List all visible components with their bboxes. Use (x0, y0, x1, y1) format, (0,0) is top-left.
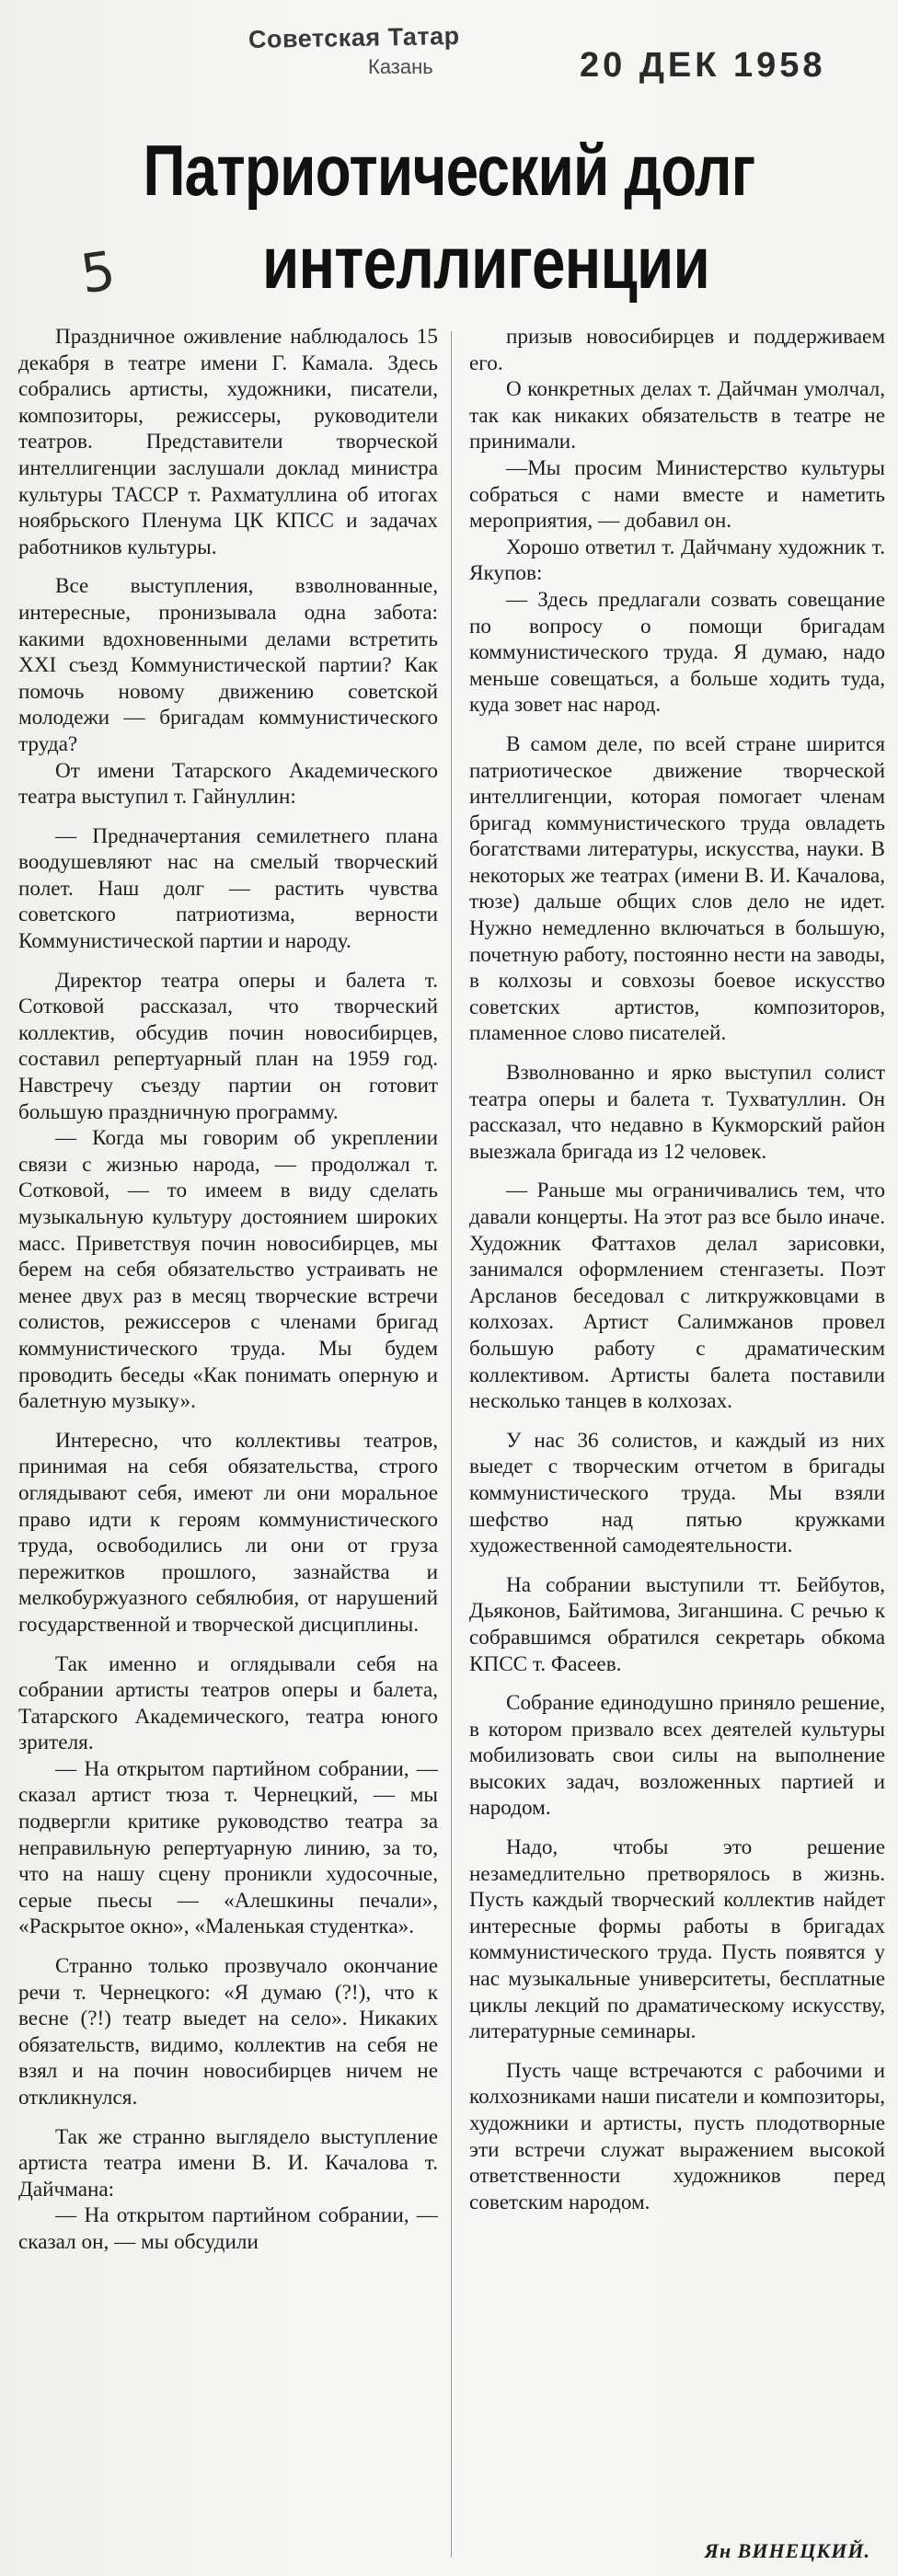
handwritten-mark: 5 (76, 238, 120, 306)
paragraph: Все выступления, взволнованные, интересные, пронизывала одна забота: какими вдохновенными делами встретить XXI съезд Коммунистической партии? Как помочь новому движению советской молодежи — бригадам коммунистического труда? (18, 574, 438, 756)
paragraph: — Когда мы говорим об укреплении связи с жизнью народа, — продолжал т. Сотковой, — то имеем в виду сделать музыкальную культуру достоянием широких масс. Приветствуя почин новосибирцев, мы берем на себя обязательство устраивать не менее двух раз в месяц творческие встречи солистов, режиссеров с членами бригад коммунистического труда. Мы будем проводить беседы «Как понимать оперную и балетную музыку». (18, 1126, 438, 1414)
article-right-column (469, 324, 885, 2215)
headline-line-2: интеллигенции (261, 222, 709, 304)
article-author: Ян ВИНЕЦКИЙ. (704, 2539, 870, 2562)
paragraph: Так именно и оглядывали себя на собрании артисты театров оперы и балета, Татарского Академического, театра юного зрителя. (18, 1651, 438, 1755)
date-stamp: 20 ДЕК 1958 (580, 46, 826, 85)
paragraph: Праздничное оживление наблюдалось 15 декабря в театре имени Г. Камала. Здесь собрались артисты, художники, писатели, композиторы, режиссеры, руководители театров. Представители творческой интеллигенции заслушали доклад министра культуры ТАССР т. Рахматуллина об итогах ноябрьского Пленума ЦК КПСС и задачах работников культуры. (18, 325, 438, 559)
paragraph: У нас 36 солистов, и каждый из них выедет с творческим отчетом в бригады коммунистического труда. Мы взяли шефство над пятью кружками художественной самодеятельности. (469, 1428, 885, 1558)
paragraph: Так же странно выглядело выступление артиста театра имени В. И. Качалова т. Дайчмана: (18, 2124, 438, 2202)
paragraph: Директор театра оперы и балета т. Сотковой рассказал, что творческий коллектив, обсудив почин новосибирцев, составил репертуарный план на 1959 год. Навстречу съезду партии он готовит большую праздничную программу. (18, 968, 438, 1124)
paragraph: Надо, чтобы это решение незамедлительно претворялось в жизнь. Пусть каждый творческий коллектив найдет интересные формы работы в бригадах коммунистического труда. Пусть появятся у нас музыкальные университеты, бесплатные циклы лекций по драматическому искусству, литературные семинары. (469, 1835, 885, 2044)
paragraph: призыв новосибирцев и поддерживаем его. (469, 325, 885, 375)
paragraph: О конкретных делах т. Дайчман умолчал, так как никаких обязательств в театре не принимали. (469, 377, 885, 454)
headline-line-1: Патриотический долг (143, 130, 755, 211)
paragraph: Странно только прозвучало окончание речи т. Чернецкого: «Я думаю (?!), что к весне (?!) театр выедет на село». Никаких обязательств, видимо, коллектив на себя не взял и на почин новосибирцев ничем не откликнулся. (18, 1954, 438, 2110)
column-divider (451, 331, 452, 2558)
paragraph: — На открытом партийном собрании, — сказал артист тюза т. Чернецкий, — мы подвергли критике руководство театра за неправильную репертуарную линию, за то, что на нашу сцену проникли худосочные, серые пьесы — «Алешкины печали», «Раскрытое окно», «Маленькая студентка». (18, 1756, 438, 1939)
paragraph: — Раньше мы ограничивались тем, что давали концерты. На этот раз все было иначе. Художник Фаттахов делал зарисовки, занимался оформлением стенгазеты. Поэт Арсланов беседовал с литкружковцами в колхозах. Артист Салимжанов провел большую работу с драматическим коллективом. Артисты балета поставили несколько танцев в колхозах. (469, 1179, 885, 1414)
paragraph: Пусть чаще встречаются с рабочими и колхозниками наши писатели и композиторы, художники и артисты, пусть плодотворные эти встречи служат выражением высокой ответственности художников перед советским народом. (469, 2058, 885, 2214)
newspaper-name-stamp: Советская Татар (248, 21, 460, 54)
paragraph: Взволнованно и ярко выступил солист театра оперы и балета т. Тухватуллин. Он рассказал, что недавно в Кукморский район выезжала бригада из 12 человек. (469, 1061, 885, 1164)
paragraph: В самом деле, по всей стране ширится патриотическое движение творческой интеллигенции, которая помогает членам бригад коммунистического труда овладеть богатствами литературы, искусства, науки. В некоторых же театрах (имени В. И. Качалова, тюзе) дальше общих слов дело не идет. Нужно немедленно включаться в большую, почетную работу, постоянно нести на заводы, в колхозы и совхозы боевое искусство советских артистов, композиторов, пламенное слово писателей. (469, 731, 885, 1046)
paragraph: — На открытом партийном собрании, — сказал он, — мы обсудили (18, 2203, 438, 2254)
paragraph: На собрании выступили тт. Бейбутов, Дьяконов, Байтимова, Зиганшина. С речью к собравшимся обратился секретарь обкома КПСС т. Фасеев. (469, 1572, 885, 1676)
paragraph: —Мы просим Министерство культуры собраться с нами вместе и наметить мероприятия, — добавил он. (469, 455, 885, 534)
article-left-column (18, 324, 438, 2256)
city-stamp: Казань (368, 55, 433, 78)
paragraph: — Предначертания семилетнего плана воодушевляют нас на смелый творческий полет. Наш долг — растить чувства советского патриотизма, верности Коммунистической партии и народу. (18, 823, 438, 954)
paragraph: Хорошо ответил т. Дайчману художник т. Якупов: (469, 535, 885, 586)
paragraph: — Здесь предлагали созвать совещание по вопросу о помощи бригадам коммунистического труда. Я думаю, надо меньше совещаться, а больше ходить туда, куда зовет нас народ. (469, 587, 885, 718)
paragraph: Интересно, что коллективы театров, принимая на себя обязательства, строго оглядывают себя, имеют ли они моральное право идти к героям коммунистического труда, освободились ли они от груза пережитков прошлого, зазнайства и мелкобуржуазного себялюбия, от нарушений государственной и творческой дисциплины. (18, 1428, 438, 1637)
paragraph: Собрание единодушно приняло решение, в котором призвало всех деятелей культуры мобилизовать свои силы на выполнение высоких задач, возложенных партией и народом. (469, 1691, 885, 1821)
paragraph: От имени Татарского Академического театра выступил т. Гайнуллин: (18, 758, 438, 810)
